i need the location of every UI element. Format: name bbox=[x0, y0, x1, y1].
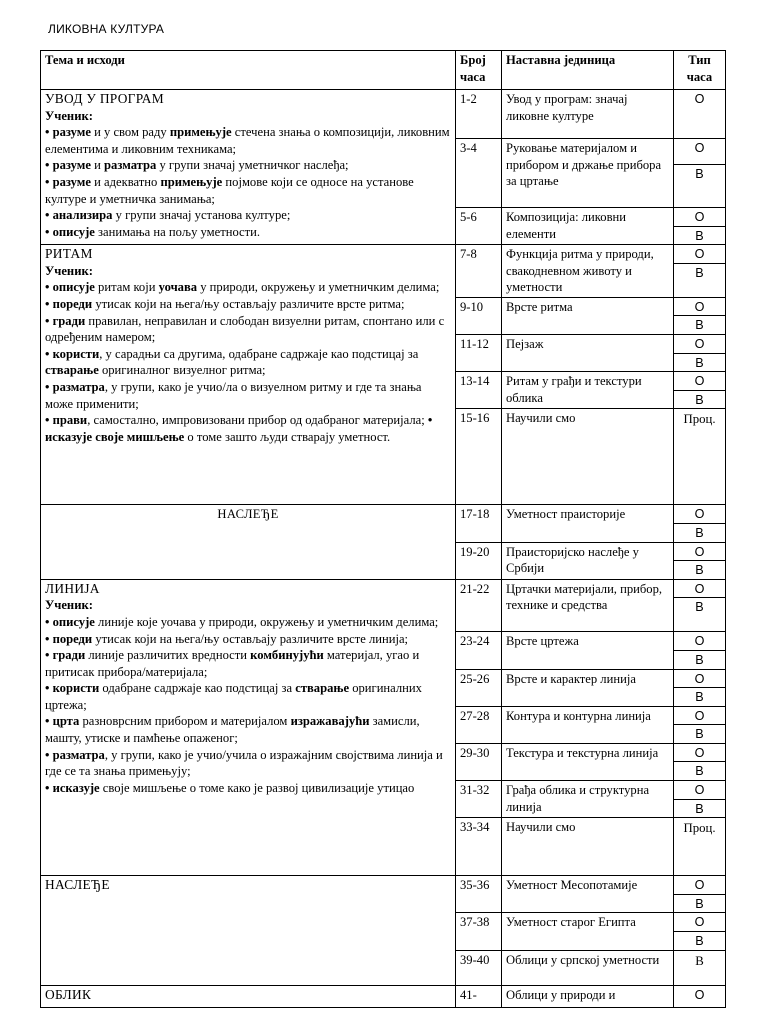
header-teaching-unit: Наставна јединица bbox=[502, 51, 674, 90]
topic-cell-heritage bbox=[41, 876, 456, 985]
lesson-number: 27-28 bbox=[456, 706, 502, 743]
outcome-keyword: • bbox=[45, 208, 53, 223]
lesson-type: В bbox=[674, 316, 726, 335]
outcome-keyword: гради bbox=[52, 648, 86, 663]
header-lesson-count: Број часа bbox=[456, 51, 502, 90]
lesson-type: Проц. bbox=[674, 818, 726, 876]
outcome-keyword: пореди bbox=[52, 296, 93, 311]
outcome-keyword: • bbox=[45, 346, 53, 361]
outcomes-list bbox=[45, 279, 451, 445]
outcome-keyword: пореди bbox=[52, 631, 93, 646]
topic-name: ОБЛИК bbox=[45, 986, 92, 1002]
student-label: Ученик: bbox=[45, 108, 93, 123]
outcome-text: , самостално, импровизовани прибор од одабраног материјала; bbox=[87, 413, 428, 428]
outcome-keyword: комбинујући bbox=[250, 648, 324, 663]
outcome-keyword: гради bbox=[52, 313, 86, 328]
outcome-keyword: стварање bbox=[295, 681, 350, 696]
lesson-type: О bbox=[674, 505, 726, 524]
lesson-type: В bbox=[674, 688, 726, 707]
lesson-unit: Облици у српској уметности bbox=[502, 950, 674, 985]
lesson-unit: Научили смо bbox=[502, 818, 674, 876]
outcome-keyword: • bbox=[45, 747, 53, 762]
outcome-text: у природи, окружењу и уметничким делима; bbox=[197, 280, 440, 295]
lesson-type: О bbox=[674, 781, 726, 800]
outcome-keyword: исказује bbox=[52, 780, 100, 795]
lesson-type: О bbox=[674, 743, 726, 762]
lesson-number: 1-2 bbox=[456, 90, 502, 139]
outcome-keyword: изражавајући bbox=[290, 714, 370, 729]
outcome-keyword: примењује bbox=[160, 174, 223, 189]
lesson-number: 25-26 bbox=[456, 669, 502, 706]
lesson-number: 3-4 bbox=[456, 139, 502, 208]
outcome-text: оригиналних цртежа; bbox=[45, 681, 422, 712]
outcome-item bbox=[45, 379, 451, 412]
lesson-type: В bbox=[674, 353, 726, 372]
outcome-text: , у групи, како је учио/учила о изражајним својствима линија и где се та знања примењују; bbox=[45, 747, 443, 779]
outcome-keyword: прави bbox=[52, 413, 88, 428]
header-topic: Тема и исходи bbox=[41, 51, 456, 90]
student-label: Ученик: bbox=[45, 263, 93, 278]
lesson-type: В bbox=[674, 226, 726, 245]
outcome-keyword: разматра bbox=[52, 747, 105, 762]
lesson-type: В bbox=[674, 762, 726, 781]
outcome-keyword: уочава bbox=[158, 280, 198, 295]
lesson-number: 13-14 bbox=[456, 372, 502, 409]
table-row bbox=[41, 505, 726, 524]
topic-cell-intro bbox=[41, 90, 456, 245]
lesson-unit: Уметност старог Египта bbox=[502, 913, 674, 950]
outcome-keyword: • bbox=[45, 280, 53, 295]
lesson-unit: Контура и контурна линија bbox=[502, 706, 674, 743]
outcome-item bbox=[45, 412, 451, 445]
outcome-text: материјал, угао и притисак прибора/материјала; bbox=[45, 648, 420, 679]
outcome-keyword: користи bbox=[52, 346, 100, 361]
outcome-keyword: • исказује своје мишљење bbox=[45, 413, 433, 444]
lesson-type: Проц. bbox=[674, 409, 726, 505]
table-row bbox=[41, 876, 726, 895]
outcome-keyword: описује bbox=[52, 224, 95, 239]
lesson-type: О bbox=[674, 297, 726, 316]
lesson-unit: Руковање материјалом и прибором и држање прибора за цртање bbox=[502, 139, 674, 208]
outcome-text: занимања на пољу уметности. bbox=[94, 224, 261, 239]
topic-name: УВОД У ПРОГРАМ bbox=[45, 91, 164, 106]
outcome-keyword: • bbox=[45, 413, 53, 428]
topic-cell-shape bbox=[41, 985, 456, 1007]
lesson-type: О bbox=[674, 139, 726, 165]
lesson-unit: Уметност Месопотамије bbox=[502, 876, 674, 913]
outcome-keyword: разматра bbox=[52, 379, 105, 394]
outcome-text: утисак који на њега/њу остављају различите врсте ритма; bbox=[92, 296, 405, 311]
outcome-keyword: • bbox=[45, 125, 53, 140]
outcome-keyword: црта bbox=[52, 714, 80, 729]
lesson-type: О bbox=[674, 876, 726, 895]
lesson-number: 23-24 bbox=[456, 632, 502, 669]
outcome-item bbox=[45, 780, 451, 797]
outcome-item bbox=[45, 680, 451, 713]
lesson-number: 5-6 bbox=[456, 208, 502, 245]
lesson-unit: Пејзаж bbox=[502, 334, 674, 371]
outcome-keyword: анализира bbox=[52, 208, 113, 223]
outcome-text: , у групи, како је учио/ла о визуелном ритму и где та знања може применити; bbox=[45, 379, 422, 411]
lesson-type: В bbox=[674, 725, 726, 744]
lesson-number: 11-12 bbox=[456, 334, 502, 371]
lesson-type: В bbox=[674, 165, 726, 208]
outcome-text: , у сарадњи са другима, одабране садржаје као подстицај за bbox=[99, 346, 419, 361]
lesson-type: О bbox=[674, 208, 726, 227]
lesson-unit: Увод у програм: значај ликовне културе bbox=[502, 90, 674, 139]
lesson-type: В bbox=[674, 263, 726, 297]
outcome-item bbox=[45, 224, 451, 241]
outcome-keyword: користи bbox=[52, 681, 100, 696]
outcome-item bbox=[45, 174, 451, 207]
table-row bbox=[41, 245, 726, 264]
outcome-keyword: разматра bbox=[104, 158, 157, 173]
outcome-text: и у свом раду bbox=[90, 125, 170, 140]
outcome-keyword: • bbox=[45, 780, 53, 795]
lesson-number: 37-38 bbox=[456, 913, 502, 950]
outcome-keyword: • bbox=[45, 379, 53, 394]
lesson-unit: Врсте цртежа bbox=[502, 632, 674, 669]
outcome-keyword: описује bbox=[52, 280, 95, 295]
outcome-text: стечена знања о композицији, ликовним елементима и ликовним техникама; bbox=[45, 125, 450, 156]
table-row bbox=[41, 985, 726, 1007]
outcome-keyword: • bbox=[45, 313, 53, 328]
outcome-text: линије које уочава у природи, окружењу и уметничким делима; bbox=[94, 614, 439, 629]
outcome-text: разноврсним прибором и материјалом bbox=[79, 714, 291, 729]
outcome-item bbox=[45, 713, 451, 746]
table-row bbox=[41, 579, 726, 598]
lesson-number: 35-36 bbox=[456, 876, 502, 913]
lesson-type: О bbox=[674, 706, 726, 725]
outcome-item bbox=[45, 207, 451, 224]
outcome-item bbox=[45, 747, 451, 780]
lesson-type: В bbox=[674, 950, 726, 985]
outcome-text: ритам који bbox=[94, 280, 159, 295]
lesson-unit: Врсте и карактер линија bbox=[502, 669, 674, 706]
lesson-type: О bbox=[674, 245, 726, 264]
outcome-item bbox=[45, 124, 451, 157]
header-lesson-type: Тип часа bbox=[674, 51, 726, 90]
outcome-item bbox=[45, 296, 451, 313]
outcome-text: у групи значај уметничког наслеђа; bbox=[156, 158, 349, 173]
outcome-text: правилан, неправилан и слободан визуелни ритам, спонтано или с одређеним намером; bbox=[45, 313, 445, 345]
lesson-number: 17-18 bbox=[456, 505, 502, 542]
lesson-number: 39-40 bbox=[456, 950, 502, 985]
outcome-text: одабране садржаје као подстицај за bbox=[99, 681, 296, 696]
outcome-item bbox=[45, 346, 451, 379]
outcome-text: утисак који на њега/њу остављају различите врсте линија; bbox=[92, 631, 409, 646]
lesson-type: В bbox=[674, 390, 726, 409]
lesson-type: О bbox=[674, 669, 726, 688]
lesson-type: О bbox=[674, 579, 726, 598]
curriculum-table bbox=[40, 50, 726, 1008]
lesson-type: В bbox=[674, 799, 726, 818]
outcomes-list bbox=[45, 614, 451, 797]
topic-name: НАСЛЕЂЕ bbox=[45, 877, 110, 893]
lesson-number: 7-8 bbox=[456, 245, 502, 298]
lesson-number: 15-16 bbox=[456, 409, 502, 505]
lesson-type: В bbox=[674, 598, 726, 632]
lesson-type: О bbox=[674, 542, 726, 561]
lesson-type: В bbox=[674, 894, 726, 913]
lesson-unit: Текстура и текстурна линија bbox=[502, 743, 674, 780]
outcome-keyword: • bbox=[45, 631, 53, 646]
lesson-unit: Грађа облика и структурна линија bbox=[502, 781, 674, 818]
lesson-type: В bbox=[674, 523, 726, 542]
lesson-type: В bbox=[674, 650, 726, 669]
lesson-type: О bbox=[674, 334, 726, 353]
topic-name: РИТАМ bbox=[45, 246, 93, 262]
outcome-keyword: • bbox=[45, 296, 53, 311]
outcome-keyword: разуме bbox=[52, 174, 91, 189]
outcome-keyword: • bbox=[45, 614, 53, 629]
outcome-text: и bbox=[90, 158, 105, 173]
table-header-row bbox=[41, 51, 726, 90]
table-row bbox=[41, 90, 726, 139]
lesson-number: 19-20 bbox=[456, 542, 502, 579]
outcome-text: линије различитих вредности bbox=[85, 648, 251, 663]
outcome-keyword: • bbox=[45, 224, 53, 239]
topic-cell-heritage bbox=[41, 505, 456, 579]
document-title: ЛИКОВНА КУЛТУРА bbox=[48, 22, 165, 36]
topic-cell-rhythm bbox=[41, 245, 456, 505]
outcome-item bbox=[45, 157, 451, 174]
lesson-number: 9-10 bbox=[456, 297, 502, 334]
outcome-text: и адекватно bbox=[90, 174, 161, 189]
outcome-keyword: • bbox=[45, 681, 53, 696]
outcome-text: оригиналног визуелног ритма; bbox=[98, 363, 266, 378]
outcome-text: о томе зашто људи стварају уметност. bbox=[184, 429, 391, 444]
lesson-unit: Уметност праисторије bbox=[502, 505, 674, 542]
lesson-number: 31-32 bbox=[456, 781, 502, 818]
lesson-type: О bbox=[674, 90, 726, 139]
outcomes-list bbox=[45, 124, 451, 240]
lesson-unit: Цртачки материјали, прибор, технике и средства bbox=[502, 579, 674, 632]
lesson-unit: Облици у природи и bbox=[502, 985, 674, 1007]
outcome-keyword: • bbox=[45, 158, 53, 173]
lesson-type: В bbox=[674, 561, 726, 580]
topic-name: ЛИНИЈА bbox=[45, 580, 100, 596]
lesson-number: 29-30 bbox=[456, 743, 502, 780]
lesson-type: О bbox=[674, 913, 726, 932]
lesson-type: О bbox=[674, 372, 726, 391]
lesson-type: О bbox=[674, 985, 726, 1007]
outcome-text: своје мишљење о томе како је развој цивилизације утицао bbox=[99, 780, 415, 795]
lesson-number: 21-22 bbox=[456, 579, 502, 632]
lesson-unit: Композиција: ликовни елементи bbox=[502, 208, 674, 245]
student-label: Ученик: bbox=[45, 598, 93, 613]
outcome-keyword: • bbox=[45, 714, 53, 729]
outcome-text: у групи значај установа културе; bbox=[112, 208, 291, 223]
lesson-unit: Врсте ритма bbox=[502, 297, 674, 334]
outcome-keyword: примењује bbox=[169, 125, 232, 140]
outcome-item bbox=[45, 631, 451, 648]
outcome-keyword: описује bbox=[52, 614, 95, 629]
topic-name: НАСЛЕЂЕ bbox=[217, 507, 279, 522]
outcome-keyword: • bbox=[45, 648, 53, 663]
outcome-keyword: • bbox=[45, 174, 53, 189]
lesson-number: 41- bbox=[456, 985, 502, 1007]
outcome-text: појмове који се односе на установе културе и уметничка занимања; bbox=[45, 174, 414, 206]
outcome-keyword: стварање bbox=[45, 363, 99, 378]
lesson-unit: Праисторијско наслеђе у Србији bbox=[502, 542, 674, 579]
outcome-keyword: разуме bbox=[52, 158, 91, 173]
outcome-text: замисли, машту, утиске и памћење опаженог; bbox=[45, 714, 420, 746]
outcome-item bbox=[45, 279, 451, 296]
lesson-type: В bbox=[674, 932, 726, 951]
lesson-type: О bbox=[674, 632, 726, 651]
topic-cell-line bbox=[41, 579, 456, 876]
lesson-unit: Ритам у грађи и текстури облика bbox=[502, 372, 674, 409]
outcome-item bbox=[45, 614, 451, 631]
outcome-item bbox=[45, 313, 451, 346]
outcome-keyword: разуме bbox=[52, 125, 91, 140]
lesson-unit: Функција ритма у природи, свакодневном животу и уметности bbox=[502, 245, 674, 298]
lesson-unit: Научили смо bbox=[502, 409, 674, 505]
lesson-number: 33-34 bbox=[456, 818, 502, 876]
outcome-item bbox=[45, 647, 451, 680]
